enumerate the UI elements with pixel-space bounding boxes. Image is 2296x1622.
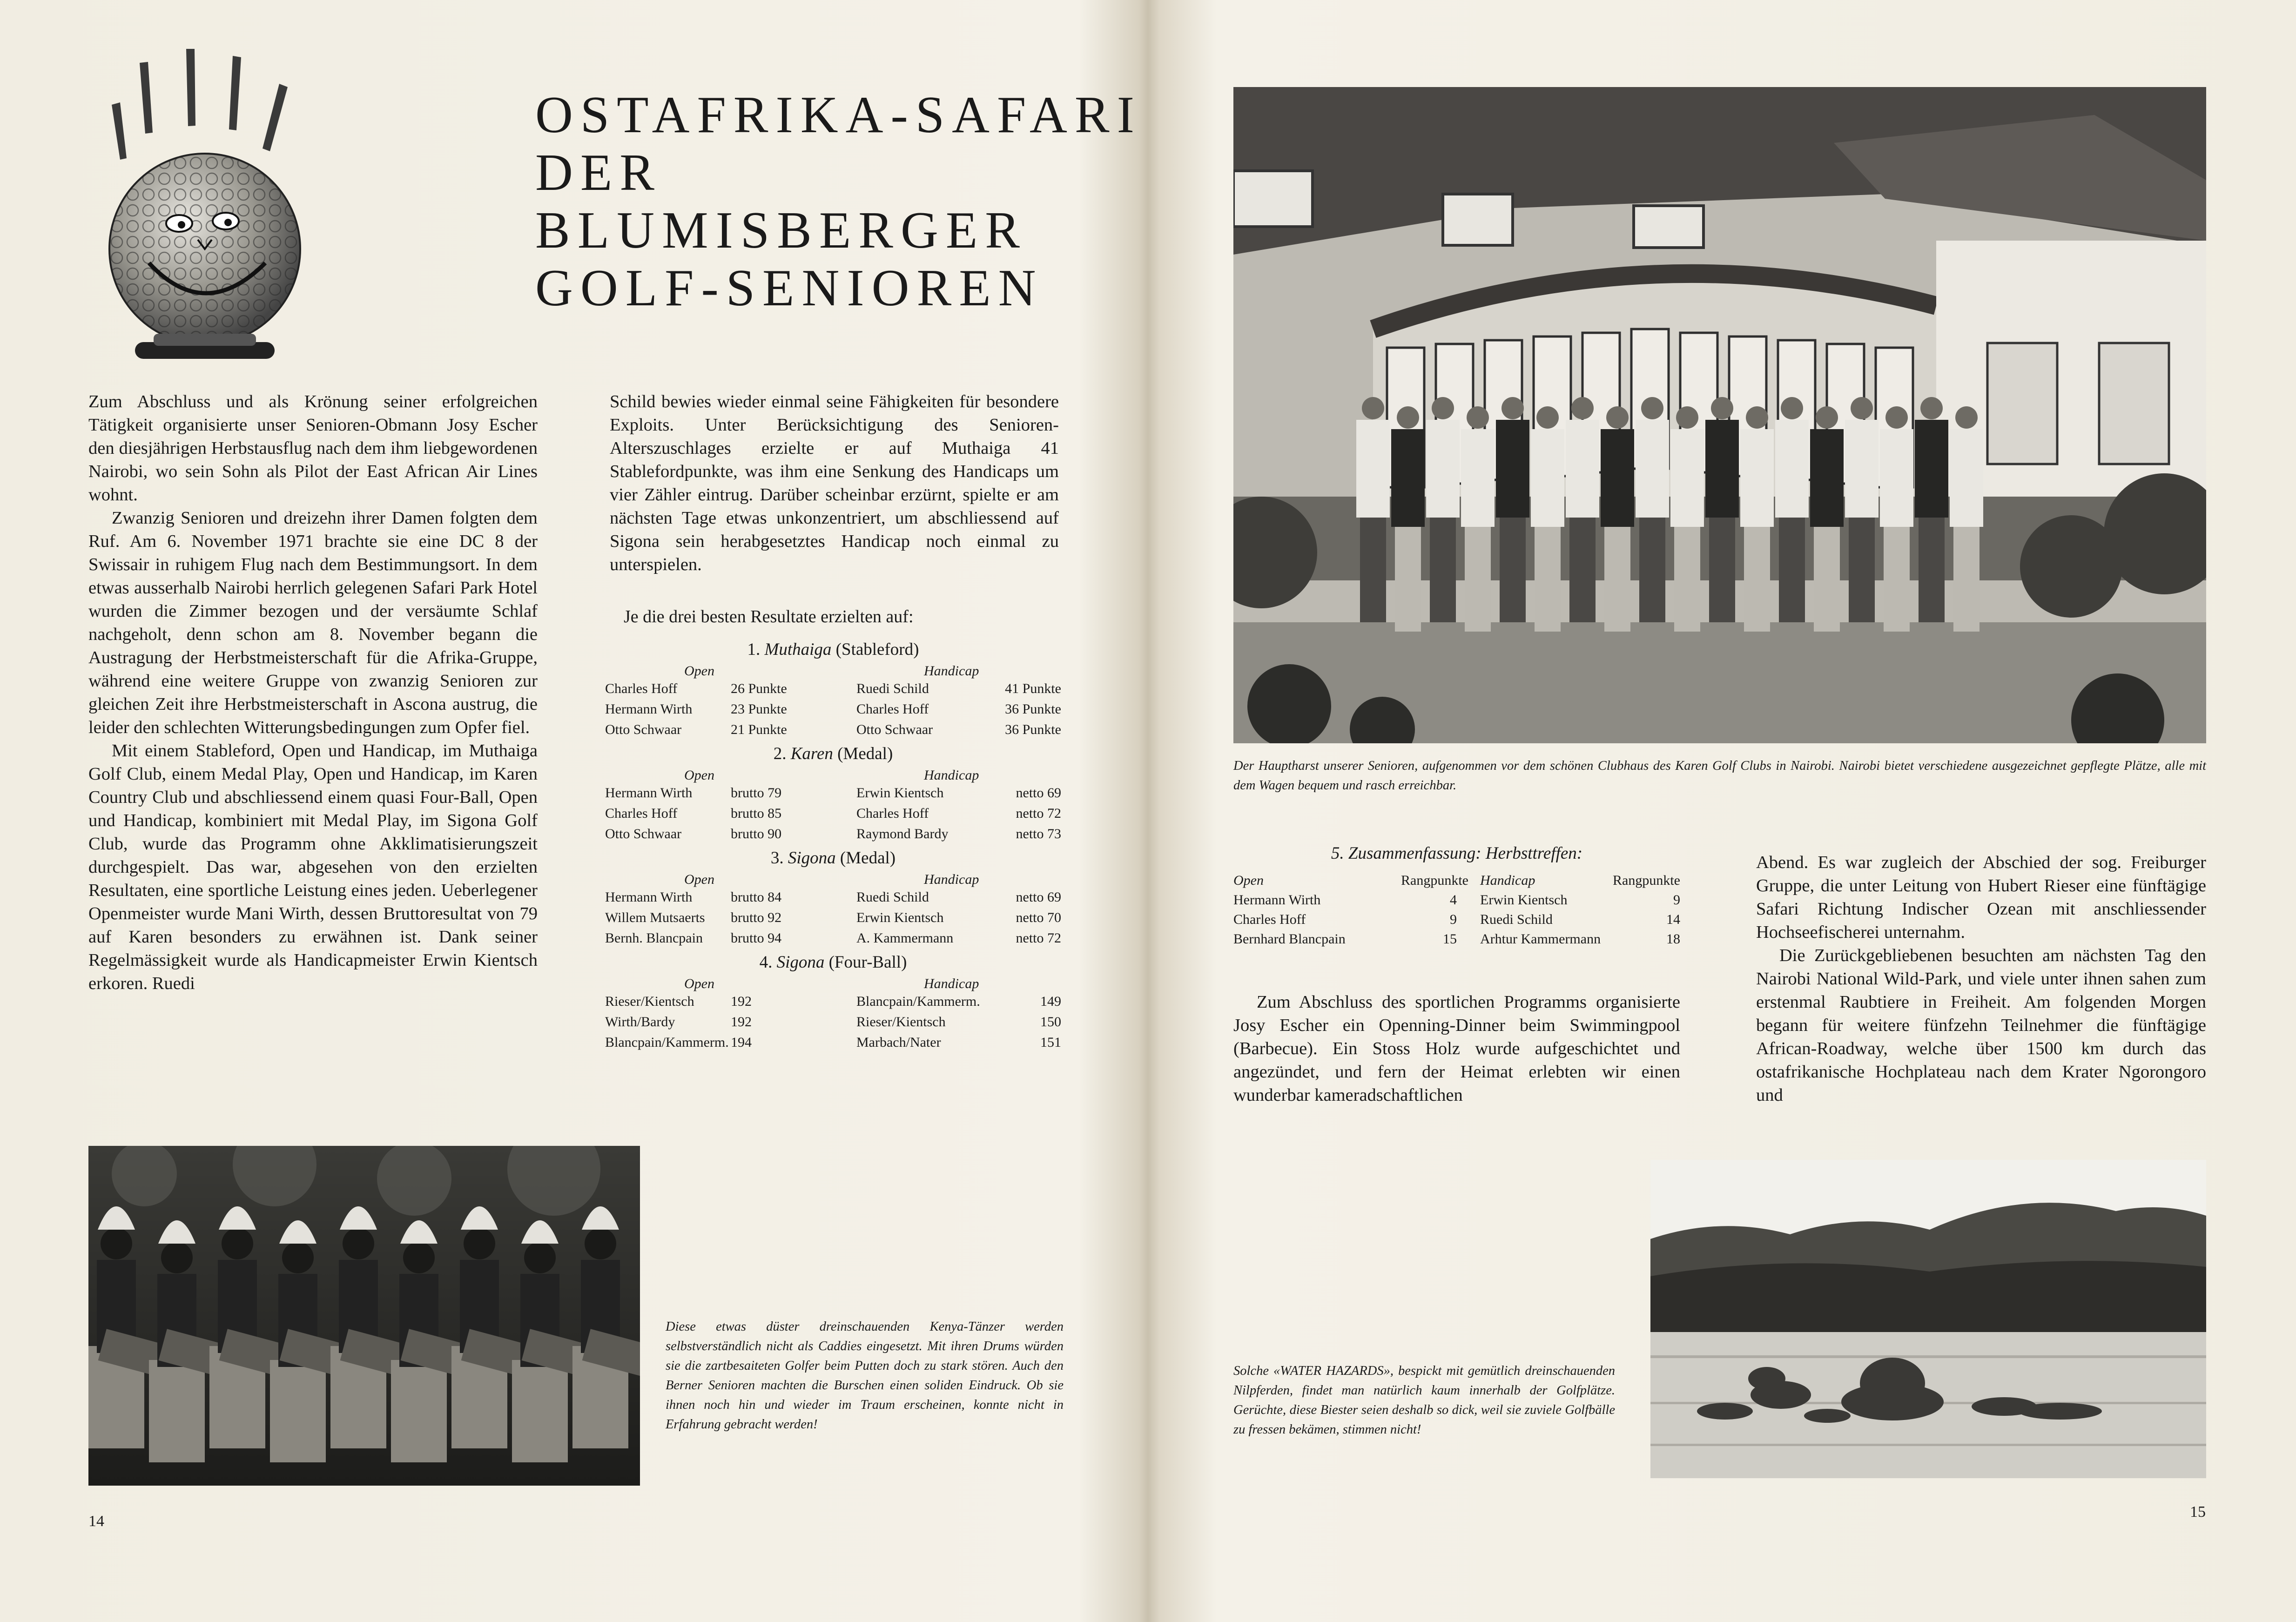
results-intro: Je die drei besten Resultate erzielten auf: — [624, 607, 914, 626]
results-section-title — [605, 847, 1061, 869]
score: netto 72 — [1016, 806, 1061, 821]
player-name: Charles Hoff — [1233, 912, 1306, 927]
rank-points: 15 — [1443, 931, 1457, 947]
play-format: (Medal) — [837, 744, 893, 763]
rank-points: 9 — [1450, 912, 1457, 927]
results-section-title — [605, 743, 1061, 765]
score: 36 Punkte — [1005, 722, 1061, 737]
player-name: Bernh. Blancpain — [605, 930, 703, 946]
course-name: Sigona — [776, 953, 825, 972]
article-title — [535, 86, 1142, 317]
results-header — [605, 661, 1061, 679]
paragraph: Schild bewies wieder einmal seine Fähigkeiten für besondere Exploits. Unter Berücksichtigung des Senioren-Alterszuschlages erzielte er auf Muthaiga 41 Stablefordpunkte, was ihm eine Senkung des Handicaps um vier Zähler eintrug. Darüber scheinbar erzürnt, spielte er am nächsten Tage etwas unkonzentriert, um abschliessend auf Sigona sein herabgesetztes Handicap noch einmal zu unterspielen. — [610, 392, 1059, 574]
header-handicap: Handicap — [1480, 873, 1535, 888]
kenya-dancers-photo — [88, 1146, 640, 1486]
player-name: Hermann Wirth — [605, 785, 693, 801]
results-row — [605, 824, 1061, 844]
header-open: Open — [684, 767, 714, 783]
header-handicap: Handicap — [924, 872, 979, 887]
paragraph: Abend. Es war zugleich der Abschied der sog. Freiburger Gruppe, die unter Leitung von Hubert Rieser eine fünftägige Safari Richtung Indischer Ozean mit anschliessender Hochseefischerei unternahm. — [1756, 853, 2206, 942]
score: 192 — [731, 1014, 752, 1030]
player-name: Charles Hoff — [605, 681, 678, 696]
summary-table — [1233, 842, 1680, 949]
summary-header — [1233, 870, 1680, 890]
play-format: (Stableford) — [835, 640, 919, 659]
results-row — [605, 1032, 1061, 1053]
play-format: (Four-Ball) — [828, 953, 907, 972]
course-name: Muthaiga — [764, 640, 832, 659]
player-name: Charles Hoff — [856, 806, 929, 821]
paragraph: Mit einem Stableford, Open und Handicap, im Muthaiga Golf Club, einem Medal Play, Open und Handicap, im Karen Country Club und abschliessend einem quasi Four-Ball, Open und Handicap, kombiniert mit Medal Play, im Sigona Golf Club, wurde das Programm ohne Akklimatisierungszeit durchgespielt. Das war, abgesehen von den erzielten Resultaten, eine sportliche Leistung eines jeden. Ueberlegener Openmeister wurde Mani Wirth, dessen Bruttoresultat von 79 auf Karen besonders zu erwähnen ist. Dank seiner Regelmässigkeit wurde als Handicapmeister Erwin Kientsch erkoren. Ruedi — [88, 741, 538, 993]
results-section — [605, 605, 1061, 1053]
player-name: Otto Schwaar — [605, 722, 682, 737]
summary-row — [1233, 890, 1680, 909]
player-name: Marbach/Nater — [856, 1035, 941, 1050]
player-name: Erwin Kientsch — [856, 910, 944, 925]
summary-title: 5. Zusammenfassung: Herbsttreffen: — [1331, 844, 1583, 863]
player-name: Rieser/Kientsch — [856, 1014, 946, 1030]
score: brutto 94 — [731, 930, 782, 946]
rank-points: 18 — [1666, 931, 1680, 947]
header-open: Open — [684, 663, 714, 679]
score: 192 — [731, 994, 752, 1009]
score: 41 Punkte — [1005, 681, 1061, 696]
results-tables — [605, 639, 1061, 1053]
summary-row — [1233, 909, 1680, 929]
player-name: Otto Schwaar — [856, 722, 933, 737]
text-column-a — [1233, 990, 1680, 1107]
player-name: Charles Hoff — [856, 701, 929, 717]
title-line: GOLF-SENIOREN — [535, 259, 1044, 317]
title-line: DER — [535, 144, 662, 202]
player-name: Wirth/Bardy — [605, 1014, 675, 1030]
header-open: Open — [684, 976, 714, 991]
page-number: 14 — [88, 1513, 104, 1530]
summary-row — [1233, 929, 1680, 949]
player-name: Hermann Wirth — [605, 701, 693, 717]
paragraph: Zum Abschluss des sportlichen Programms organisierte Josy Escher ein Openning-Dinner beim Swimmingpool (Barbecue). Ein Stoss Holz wurde aufgeschichtet und angezündet, und fern der Heimat erlebten wir einen wunderbar kameradschaftlichen — [1233, 992, 1680, 1105]
score: netto 72 — [1016, 930, 1061, 946]
page-right — [1151, 0, 2296, 1622]
score: 36 Punkte — [1005, 701, 1061, 717]
player-name: Bernhard Blancpain — [1233, 931, 1346, 947]
score: brutto 90 — [731, 826, 782, 841]
score: brutto 85 — [731, 806, 782, 821]
text-column-1 — [88, 390, 538, 995]
results-section-title — [605, 639, 1061, 661]
paragraph: Die Zurückgebliebenen besuchten am nächsten Tag den Nairobi National Wild-Park, und viele unter ihnen sahen zum erstenmal Raubtiere in Freiheit. Am folgenden Morgen begann für weitere fünfzehn Teilnehmer die fünftägige African-Roadway, welche über 1500 km durch das ostafrikanische Hochplateau nach dem Krater Ngorongoro und — [1756, 946, 2206, 1105]
results-header — [605, 869, 1061, 887]
dancers-caption: Diese etwas düster dreinschauenden Kenya-Tänzer werden selbstverständlich nicht als Caddies eingesetzt. Mit ihren Drums würden sie die zartbesaiteten Golfer beim Putten doch zu stark stören. Auch den Berner Senioren machten die Burschen einen soliden Eindruck. Ob sie ihnen noch hin und wieder im Traum erscheinen, konnte nicht in Erfahrung gebracht werden! — [666, 1319, 1064, 1432]
text-column-b — [1756, 851, 2206, 1107]
course-name: Sigona — [788, 848, 836, 868]
results-row — [605, 908, 1061, 928]
results-row — [605, 991, 1061, 1012]
score: brutto 92 — [731, 910, 782, 925]
player-name: Willem Mutsaerts — [605, 910, 705, 925]
player-name: Otto Schwaar — [605, 826, 682, 841]
header-handicap: Handicap — [924, 976, 979, 991]
score: brutto 79 — [731, 785, 782, 801]
score: brutto 84 — [731, 889, 782, 905]
player-name: Ruedi Schild — [856, 681, 929, 696]
score: 151 — [1040, 1035, 1061, 1050]
score: netto 73 — [1016, 826, 1061, 841]
title-line: BLUMISBERGER — [535, 202, 1027, 259]
summary-rows — [1233, 890, 1680, 949]
hippos-caption: Solche «WATER HAZARDS», bespickt mit gemütlich dreinschauenden Nilpferden, findet man natürlich kaum innerhalb der Golfplätze. Gerüchte, diese Biester seien deshalb so dick, weil sie zuviele Golfbälle zu fressen bekämen, stimmen nicht! — [1233, 1364, 1615, 1437]
player-name: Charles Hoff — [605, 806, 678, 821]
golf-ball-logo-icon — [93, 44, 316, 365]
results-header — [605, 974, 1061, 991]
results-row — [605, 699, 1061, 720]
rank-points: 4 — [1450, 892, 1457, 908]
results-row — [605, 1012, 1061, 1032]
paragraph: Zwanzig Senioren und dreizehn ihrer Damen folgten dem Ruf. Am 6. November 1971 brachte sie eine DC 8 der Swissair in ruhigem Flug nach dem Bestimmungsort. In dem etwas ausserhalb Nairobi herrlich gelegenen Safari Park Hotel wurden die Zimmer bezogen und der versäumte Schlaf nachgeholt, denn schon am 8. November begann die Austragung der Herbstmeisterschaft für die Afrika-Gruppe, während eine weitere Gruppe von zwanzig Senioren zur gleichen Zeit ihre Herbstmeisterschaft in Ascona austrug, die leider den schlechten Witterungsbedingungen zum Opfer fiel. — [88, 508, 538, 737]
clubhouse-caption: Der Hauptharst unserer Senioren, aufgenommen vor dem schönen Clubhaus des Karen Golf Clubs in Nairobi. Nairobi bietet verschiedene ausgezeichnet gepflegte Plätze, alle mit dem Wagen bequem und rasch erreichbar. — [1233, 759, 2206, 793]
results-row — [605, 720, 1061, 740]
section-number: 2. — [773, 744, 787, 763]
score: 149 — [1040, 994, 1061, 1009]
section-number: 1. — [747, 640, 761, 659]
player-name: Erwin Kientsch — [1480, 892, 1568, 908]
results-section-title — [605, 951, 1061, 974]
course-name: Karen — [790, 744, 833, 763]
score: 21 Punkte — [731, 722, 787, 737]
header-handicap: Handicap — [924, 767, 979, 783]
play-format: (Medal) — [840, 848, 896, 868]
section-number: 4. — [759, 953, 773, 972]
player-name: Raymond Bardy — [856, 826, 949, 841]
player-name: Erwin Kientsch — [856, 785, 944, 801]
paragraph: Zum Abschluss und als Krönung seiner erfolgreichen Tätigkeit organisierte unser Senioren-Obmann Josy Escher den diesjährigen Herbstausflug nach dem ihm liebgewordenen Nairobi, wo sein Sohn als Pilot der East African Air Lines wohnt. — [88, 392, 538, 505]
text-column-2 — [610, 390, 1059, 576]
rank-points: 9 — [1673, 892, 1680, 908]
player-name: Blancpain/Kammerm. — [605, 1035, 729, 1050]
player-name: Hermann Wirth — [605, 889, 693, 905]
page-left — [0, 0, 1145, 1622]
results-row — [605, 928, 1061, 949]
player-name: Rieser/Kientsch — [605, 994, 694, 1009]
score: 194 — [731, 1035, 752, 1050]
title-line: OSTAFRIKA-SAFARI — [535, 86, 1142, 144]
section-number: 3. — [770, 848, 784, 868]
score: 23 Punkte — [731, 701, 787, 717]
hippos-photo — [1650, 1160, 2206, 1478]
score: 26 Punkte — [731, 681, 787, 696]
player-name: Arhtur Kammermann — [1480, 931, 1601, 947]
player-name: Blancpain/Kammerm. — [856, 994, 980, 1009]
score: netto 70 — [1016, 910, 1061, 925]
score: 150 — [1040, 1014, 1061, 1030]
player-name: Ruedi Schild — [1480, 912, 1553, 927]
score: netto 69 — [1016, 785, 1061, 801]
results-header — [605, 765, 1061, 783]
rank-points: 14 — [1666, 912, 1680, 927]
clubhouse-group-photo — [1233, 87, 2206, 743]
header-rangpunkte: Rangpunkte — [1401, 873, 1468, 888]
page-number: 15 — [2190, 1503, 2206, 1521]
results-row — [605, 783, 1061, 803]
results-row — [605, 887, 1061, 908]
results-row — [605, 679, 1061, 699]
header-rangpunkte: Rangpunkte — [1613, 873, 1680, 888]
header-handicap: Handicap — [924, 663, 979, 679]
header-open: Open — [1233, 873, 1264, 888]
score: netto 69 — [1016, 889, 1061, 905]
player-name: A. Kammermann — [856, 930, 954, 946]
player-name: Ruedi Schild — [856, 889, 929, 905]
header-open: Open — [684, 872, 714, 887]
results-row — [605, 803, 1061, 824]
player-name: Hermann Wirth — [1233, 892, 1321, 908]
